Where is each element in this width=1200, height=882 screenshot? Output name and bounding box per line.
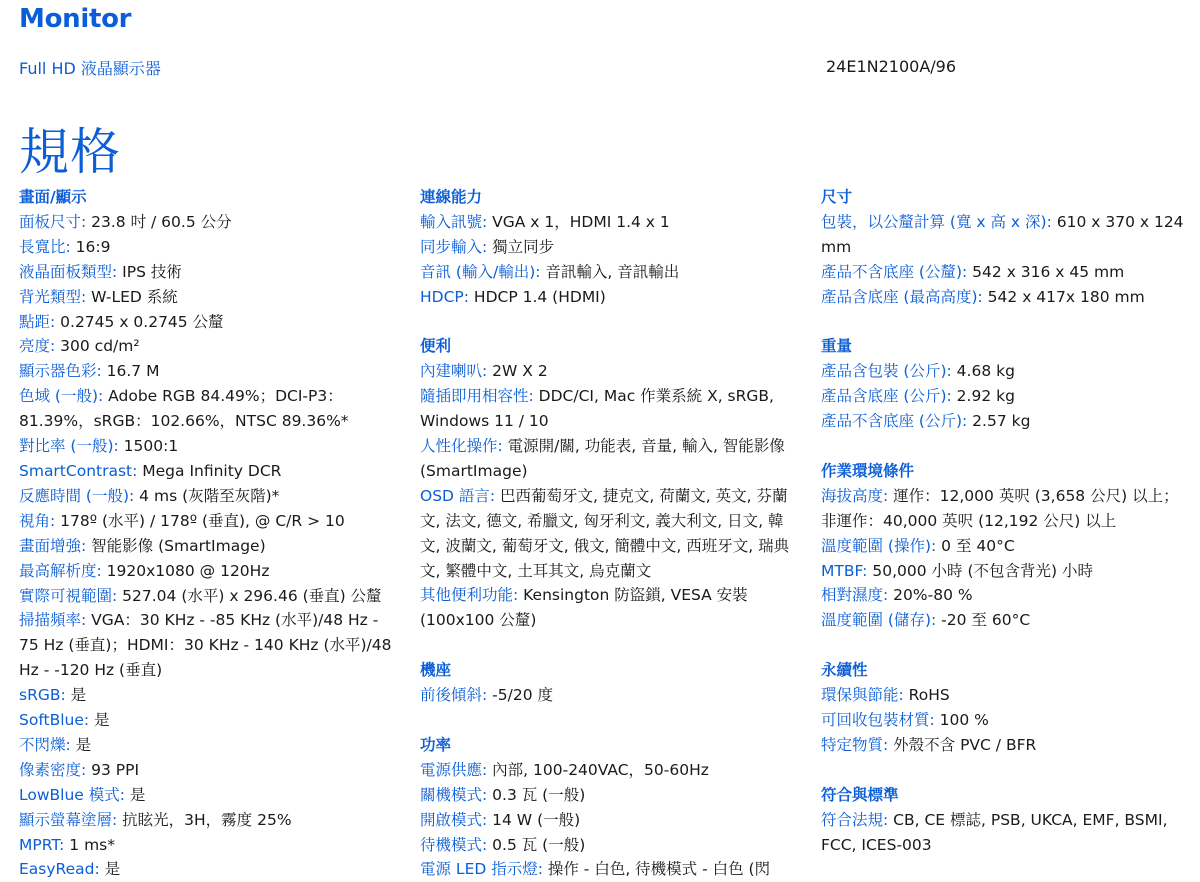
spec-label: 長寬比:	[19, 237, 71, 256]
spec-label: 點距:	[19, 312, 56, 331]
spec-value: Kensington 防盜鎖, VESA 安裝 (100x100 公釐)	[420, 586, 748, 630]
product-category: Monitor	[19, 4, 132, 34]
spec-row	[420, 384, 798, 434]
spec-value: 50,000 小時 (不包含背光) 小時	[867, 561, 1093, 580]
spec-label: 特定物質:	[821, 735, 889, 754]
spec-row	[19, 608, 397, 683]
spec-label: 待機模式:	[420, 835, 488, 854]
spec-row	[821, 559, 1191, 584]
spec-value: 542 x 316 x 45 mm	[967, 262, 1125, 281]
spec-label: 最高解析度:	[19, 561, 102, 580]
spec-row	[821, 484, 1191, 534]
spec-label: 電源供應:	[420, 760, 488, 779]
spec-value: IPS 技術	[117, 262, 182, 281]
spec-label: 輸入訊號:	[420, 212, 488, 231]
spec-value: 操作 - 白色, 待機模式 - 白色 (閃	[542, 860, 771, 879]
spec-row	[19, 285, 397, 310]
section-title: 機座	[420, 661, 452, 680]
section-title: 重量	[821, 337, 853, 356]
spec-row	[19, 434, 397, 459]
spec-value: 23.8 吋 / 60.5 公分	[86, 212, 232, 231]
spec-row	[821, 808, 1191, 858]
spec-row	[420, 434, 798, 484]
spec-label: 亮度:	[19, 337, 56, 356]
spec-value: 527.04 (水平) x 296.46 (垂直) 公釐	[117, 586, 382, 605]
spec-label: 液晶面板類型:	[19, 262, 118, 281]
spec-value: 0 至 40°C	[936, 536, 1015, 555]
spec-value: 抗眩光，3H，霧度 25%	[117, 810, 292, 829]
spec-label: LowBlue 模式:	[19, 785, 125, 804]
spec-label: OSD 語言:	[420, 486, 496, 505]
spec-label: 視角:	[19, 511, 56, 530]
spec-row	[420, 833, 798, 858]
spec-row	[420, 260, 798, 285]
spec-section	[821, 658, 1191, 758]
spec-value: -5/20 度	[487, 686, 553, 705]
spec-value: 300 cd/m²	[55, 337, 140, 356]
spec-label: SoftBlue:	[19, 711, 90, 730]
spec-column-1	[19, 185, 397, 882]
spec-section	[420, 334, 798, 633]
spec-label: 開啟模式:	[420, 810, 488, 829]
spec-row	[821, 409, 1191, 434]
spec-label: 前後傾斜:	[420, 686, 488, 705]
spec-value: HDCP 1.4 (HDMI)	[468, 287, 606, 306]
spec-label: HDCP:	[420, 287, 469, 306]
spec-row	[420, 683, 798, 708]
spec-value: 4 ms (灰階至灰階)*	[134, 486, 280, 505]
spec-section	[821, 334, 1191, 434]
spec-value: 542 x 417x 180 mm	[982, 287, 1145, 306]
spec-column-2	[420, 185, 798, 882]
section-title: 便利	[420, 337, 452, 356]
spec-row	[821, 583, 1191, 608]
spec-row	[420, 783, 798, 808]
spec-label: 顯示螢幕塗層:	[19, 810, 118, 829]
spec-section	[821, 185, 1191, 310]
spec-label: 隨插即用相容性:	[420, 387, 534, 406]
spec-row	[420, 210, 798, 235]
spec-value: 2W X 2	[487, 362, 548, 381]
spec-label: 像素密度:	[19, 760, 87, 779]
spec-value: 20%-80 %	[888, 586, 973, 605]
spec-row	[821, 210, 1191, 260]
spec-row	[821, 708, 1191, 733]
spec-value: 16.7 M	[101, 362, 160, 381]
spec-row	[19, 459, 397, 484]
spec-row	[821, 260, 1191, 285]
spec-label: 相對濕度:	[821, 586, 889, 605]
spec-row	[420, 285, 798, 310]
spec-value: 運作：12,000 英呎 (3,658 公尺) 以上；非運作：40,000 英呎 (12,192 公尺) 以上	[821, 486, 1179, 530]
spec-label: 掃描頻率:	[19, 611, 87, 630]
spec-label: 面板尺寸:	[19, 212, 87, 231]
spec-value: 1500:1	[118, 437, 179, 456]
spec-value: Adobe RGB 84.49%；DCI-P3：81.39%，sRGB：102.66%，NTSC 89.36%*	[19, 387, 349, 431]
spec-value: VGA：30 KHz - -85 KHz (水平)/48 Hz - 75 Hz (垂直)；HDMI：30 KHz - 140 KHz (水平)/48 Hz - -120 Hz (垂直)	[19, 611, 392, 680]
spec-row	[19, 384, 397, 434]
spec-label: 反應時間 (一般):	[19, 486, 135, 505]
spec-row	[19, 559, 397, 584]
spec-row	[19, 683, 397, 708]
spec-row	[821, 683, 1191, 708]
spec-section	[821, 783, 1191, 858]
spec-label: SmartContrast:	[19, 461, 138, 480]
spec-label: 內建喇叭:	[420, 362, 488, 381]
spec-section	[821, 459, 1191, 633]
spec-value: 獨立同步	[487, 237, 555, 256]
product-subtitle: Full HD 液晶顯示器	[19, 59, 161, 78]
spec-value: 是	[99, 860, 121, 879]
spec-label: 同步輸入:	[420, 237, 488, 256]
spec-label: 電源 LED 指示燈:	[420, 860, 543, 879]
spec-row	[19, 783, 397, 808]
spec-row	[19, 833, 397, 858]
spec-value: 16:9	[70, 237, 111, 256]
spec-label: 包裝，以公釐計算 (寬 x 高 x 深):	[821, 212, 1052, 231]
spec-value: Mega Infinity DCR	[137, 461, 282, 480]
spec-label: 畫面增強:	[19, 536, 87, 555]
spec-label: 其他便利功能:	[420, 586, 519, 605]
spec-row	[821, 534, 1191, 559]
section-title: 功率	[420, 735, 452, 754]
spec-value: CB, CE 標誌, PSB, UKCA, EMF, BSMI, FCC, ICES-003	[821, 810, 1168, 854]
spec-column-3	[821, 185, 1191, 857]
spec-label: 產品不含底座 (公釐):	[821, 262, 968, 281]
spec-section	[420, 185, 798, 310]
spec-value: DDC/CI, Mac 作業系統 X, sRGB, Windows 11 / 10	[420, 387, 774, 431]
section-title: 作業環境條件	[821, 461, 915, 480]
spec-value: 是	[124, 785, 146, 804]
spec-value: 0.5 瓦 (一般)	[487, 835, 586, 854]
spec-row	[19, 310, 397, 335]
spec-value: 4.68 kg	[951, 362, 1015, 381]
spec-label: 對比率 (一般):	[19, 437, 119, 456]
spec-value: 電源開/關, 功能表, 音量, 輸入, 智能影像 (SmartImage)	[420, 437, 785, 480]
spec-row	[420, 857, 798, 882]
spec-value: -20 至 60°C	[936, 611, 1031, 630]
spec-label: 產品不含底座 (公斤):	[821, 412, 968, 431]
spec-label: 符合法規:	[821, 810, 889, 829]
spec-label: 關機模式:	[420, 785, 488, 804]
spec-row	[19, 534, 397, 559]
spec-row	[420, 484, 798, 584]
spec-label: 溫度範圍 (操作):	[821, 536, 937, 555]
spec-value: 1 ms*	[64, 835, 115, 854]
spec-value: 610 x 370 x 124 mm	[821, 212, 1184, 256]
spec-label: 海拔高度:	[821, 486, 889, 505]
spec-row	[19, 484, 397, 509]
spec-row	[19, 584, 397, 609]
spec-row	[821, 608, 1191, 633]
spec-label: 人性化操作:	[420, 437, 503, 456]
spec-row	[19, 509, 397, 534]
spec-value: 2.92 kg	[951, 387, 1015, 406]
section-title: 永續性	[821, 661, 868, 680]
section-title: 連線能力	[420, 188, 483, 206]
spec-label: 不閃爍:	[19, 735, 71, 754]
spec-value: 音訊輸入, 音訊輸出	[540, 262, 680, 281]
spec-value: 1920x1080 @ 120Hz	[101, 561, 270, 580]
spec-value: 外殼不含 PVC / BFR	[888, 735, 1037, 754]
spec-row	[821, 285, 1191, 310]
spec-label: MPRT:	[19, 835, 65, 854]
spec-section	[19, 185, 397, 882]
spec-value: 是	[65, 686, 87, 705]
spec-value: 智能影像 (SmartImage)	[86, 536, 266, 555]
spec-label: 環保與節能:	[821, 686, 904, 705]
spec-label: EasyRead:	[19, 860, 100, 879]
spec-value: 0.2745 x 0.2745 公釐	[55, 312, 224, 331]
model-number: 24E1N2100A/96	[826, 57, 957, 76]
spec-value: 0.3 瓦 (一般)	[487, 785, 586, 804]
spec-row	[19, 210, 397, 235]
spec-value: W-LED 系統	[86, 287, 178, 306]
spec-value: 178º (水平) / 178º (垂直), @ C/R > 10	[55, 511, 345, 530]
spec-row	[420, 359, 798, 384]
spec-row	[420, 758, 798, 783]
spec-label: 實際可視範圍:	[19, 586, 118, 605]
spec-label: 產品含包裝 (公斤):	[821, 362, 952, 381]
spec-label: 可回收包裝材質:	[821, 710, 935, 729]
spec-row	[821, 733, 1191, 758]
spec-row	[420, 808, 798, 833]
spec-label: sRGB:	[19, 686, 66, 705]
section-title: 尺寸	[821, 188, 853, 206]
spec-row	[19, 808, 397, 833]
spec-value: 93 PPI	[86, 760, 140, 779]
spec-value: VGA x 1，HDMI 1.4 x 1	[487, 212, 670, 231]
spec-value: 2.57 kg	[967, 412, 1031, 431]
spec-label: 產品含底座 (公斤):	[821, 387, 952, 406]
spec-value: 是	[89, 711, 110, 730]
spec-row	[19, 235, 397, 260]
spec-label: 產品含底座 (最高高度):	[821, 287, 983, 306]
spec-value: 100 %	[934, 710, 989, 729]
section-title: 符合與標準	[821, 785, 899, 804]
spec-label: 音訊 (輸入/輸出):	[420, 262, 541, 281]
spec-row	[19, 708, 397, 733]
spec-row	[19, 857, 397, 882]
section-title: 畫面/顯示	[19, 188, 87, 206]
spec-label: 背光類型:	[19, 287, 87, 306]
spec-section	[420, 658, 798, 708]
spec-label: 顯示器色彩:	[19, 362, 102, 381]
spec-section	[420, 733, 798, 882]
spec-row	[19, 260, 397, 285]
spec-row	[19, 758, 397, 783]
spec-value: RoHS	[903, 686, 950, 705]
spec-row	[821, 359, 1191, 384]
spec-row	[420, 235, 798, 260]
spec-row	[19, 359, 397, 384]
spec-value: 是	[70, 735, 92, 754]
spec-value: 內部, 100-240VAC，50-60Hz	[487, 760, 709, 779]
spec-label: 色域 (一般):	[19, 387, 104, 406]
spec-value: 14 W (一般)	[487, 810, 581, 829]
spec-heading: 規格	[19, 123, 121, 181]
spec-label: 溫度範圍 (儲存):	[821, 611, 937, 630]
spec-row	[420, 583, 798, 633]
spec-row	[19, 733, 397, 758]
spec-row	[19, 334, 397, 359]
spec-label: MTBF:	[821, 561, 868, 580]
spec-value: 巴西葡萄牙文, 捷克文, 荷蘭文, 英文, 芬蘭文, 法文, 德文, 希臘文, 匈牙利文, 義大利文, 日文, 韓文, 波蘭文, 葡萄牙文, 俄文, 簡體中文, 西班牙文, 瑞典文, 繁體中文, 土耳其文, 烏克蘭文	[420, 486, 790, 580]
spec-row	[821, 384, 1191, 409]
